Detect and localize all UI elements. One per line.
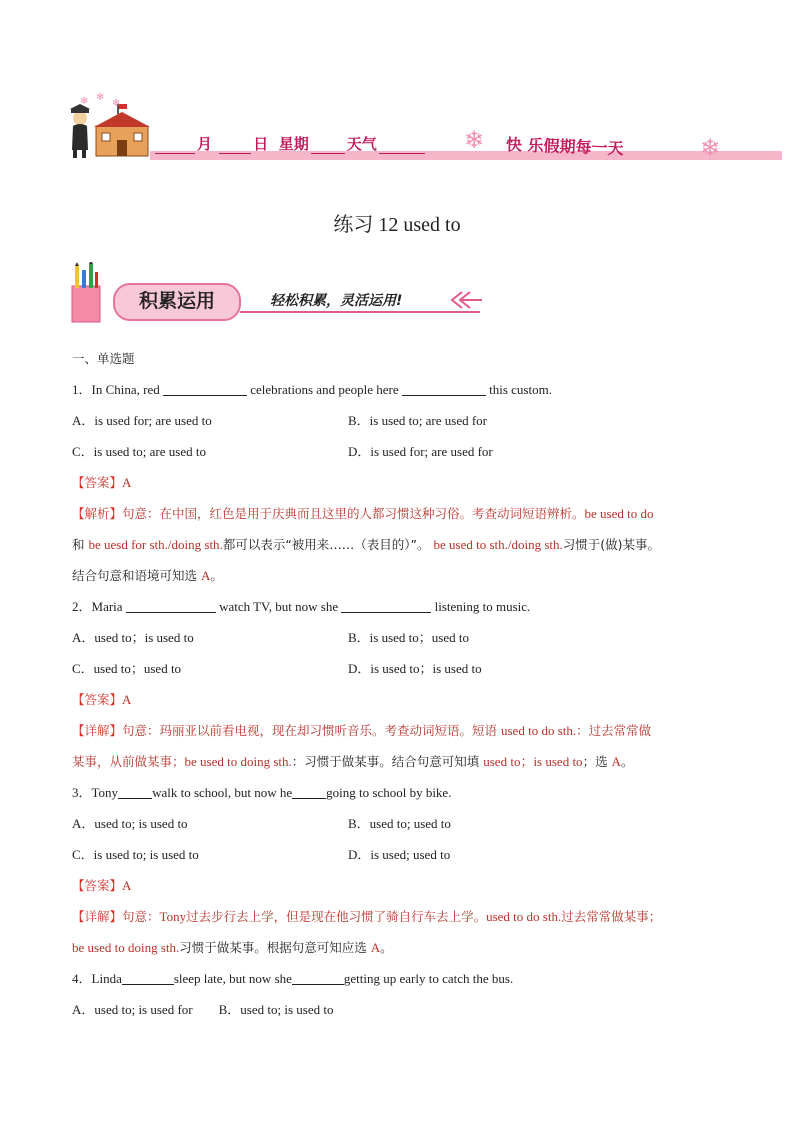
option-d: D．is used; used to xyxy=(348,847,451,862)
exercise-content xyxy=(72,343,732,1025)
options-row xyxy=(72,994,732,1025)
section-underline xyxy=(240,311,480,313)
snowflake-icon: ❄ xyxy=(464,126,485,154)
page-title: 练习 12 used to xyxy=(333,214,461,236)
answer-blank xyxy=(126,598,216,613)
snowflake-icon: ❄ xyxy=(112,98,121,109)
options-row xyxy=(72,839,732,870)
question-stem: 3．Tony walk to school, but now he going to school by bike. xyxy=(72,785,452,800)
answer-blank xyxy=(118,784,152,799)
answer-blank xyxy=(292,784,326,799)
answer-blank xyxy=(163,381,247,396)
weather-label: 天气 xyxy=(346,135,377,153)
option-b: B．used to; used to xyxy=(348,816,451,831)
snowflake-icon: ❄ xyxy=(700,134,721,162)
explanation-line: 和 be uesd for sth./doing sth.都可以表示“被用来……（表目的）”。 be used to sth./doing sth.习惯于(做)某事。 xyxy=(72,537,661,552)
explanation-line: 【详解】句意：Tony过去步行去上学，但是现在他习惯了骑自行车去上学。used to do sth.过去常常做某事； xyxy=(72,909,662,924)
option-b: B．is used to; are used for xyxy=(348,413,488,428)
option-c: C．used to；used to xyxy=(72,661,182,676)
weekday-label: 星期 xyxy=(278,135,309,153)
snowflake-icon: ❄ xyxy=(80,96,89,107)
option-b: B．is used to；used to xyxy=(348,630,469,645)
option-c: C．is used to; is used to xyxy=(72,847,199,862)
option-a: A．used to; is used for xyxy=(72,1002,193,1017)
snowflake-icon: ❄ xyxy=(96,92,105,103)
options-row xyxy=(72,405,732,436)
explanation-line: 结合句意和语境可知选 A。 xyxy=(72,568,223,583)
option-d: D．is used for; are used for xyxy=(348,444,493,459)
explanation-line: be used to doing sth.习惯于做某事。根据句意可知应选 A。 xyxy=(72,940,393,955)
section-subtitle: 轻松积累，灵活运用! xyxy=(270,293,403,309)
explanation-line: 【解析】句意：在中国，红色是用于庆典而且这里的人都习惯这种习俗。考查动词短语辨析。be used to do xyxy=(72,506,654,521)
option-d: D．is used to；is used to xyxy=(348,661,482,676)
month-label: 月 xyxy=(197,135,213,153)
options-row xyxy=(72,436,732,467)
answer-line: 【答案】A xyxy=(72,878,132,893)
options-row xyxy=(72,622,732,653)
answer-line: 【答案】A xyxy=(72,692,132,707)
question-stem: 4．Linda sleep late, but now she getting up early to catch the bus. xyxy=(72,971,514,986)
explanation-line: 某事，从前做某事；be used to doing sth.：习惯于做某事。结合句意可知填 used to；is used to；选 A。 xyxy=(72,754,634,769)
answer-blank xyxy=(292,970,344,985)
graduate-school-icon xyxy=(68,100,152,160)
header-graphic xyxy=(68,100,152,160)
part-heading: 一、单选题 xyxy=(72,351,135,366)
question-stem: 1．In China, red celebrations and people here this custom. xyxy=(72,382,552,397)
answer-blank xyxy=(122,970,174,985)
options-row xyxy=(72,653,732,684)
slogan: 快 乐假期每一天 xyxy=(505,134,624,159)
option-a: A．is used for; are used to xyxy=(72,413,212,428)
section-name: 积累运用 xyxy=(138,290,215,312)
option-a: A．used to；is used to xyxy=(72,630,194,645)
date-line xyxy=(153,133,427,154)
answer-line: 【答案】A xyxy=(72,475,132,490)
option-c: C．is used to; are used to xyxy=(72,444,206,459)
answer-blank xyxy=(341,598,431,613)
options-row xyxy=(72,808,732,839)
answer-blank xyxy=(402,381,486,396)
pencil-cup-icon xyxy=(68,262,104,324)
double-arrow-icon xyxy=(448,290,482,315)
option-b: B．used to; is used to xyxy=(218,1002,334,1017)
explanation-line: 【详解】句意：玛丽亚以前看电视，现在却习惯听音乐。考查动词短语。短语 used to do sth.：过去常常做 xyxy=(72,723,652,738)
question-stem: 2．Maria watch TV, but now she listening to music. xyxy=(72,599,531,614)
option-a: A．used to; is used to xyxy=(72,816,188,831)
day-label: 日 xyxy=(253,135,269,153)
